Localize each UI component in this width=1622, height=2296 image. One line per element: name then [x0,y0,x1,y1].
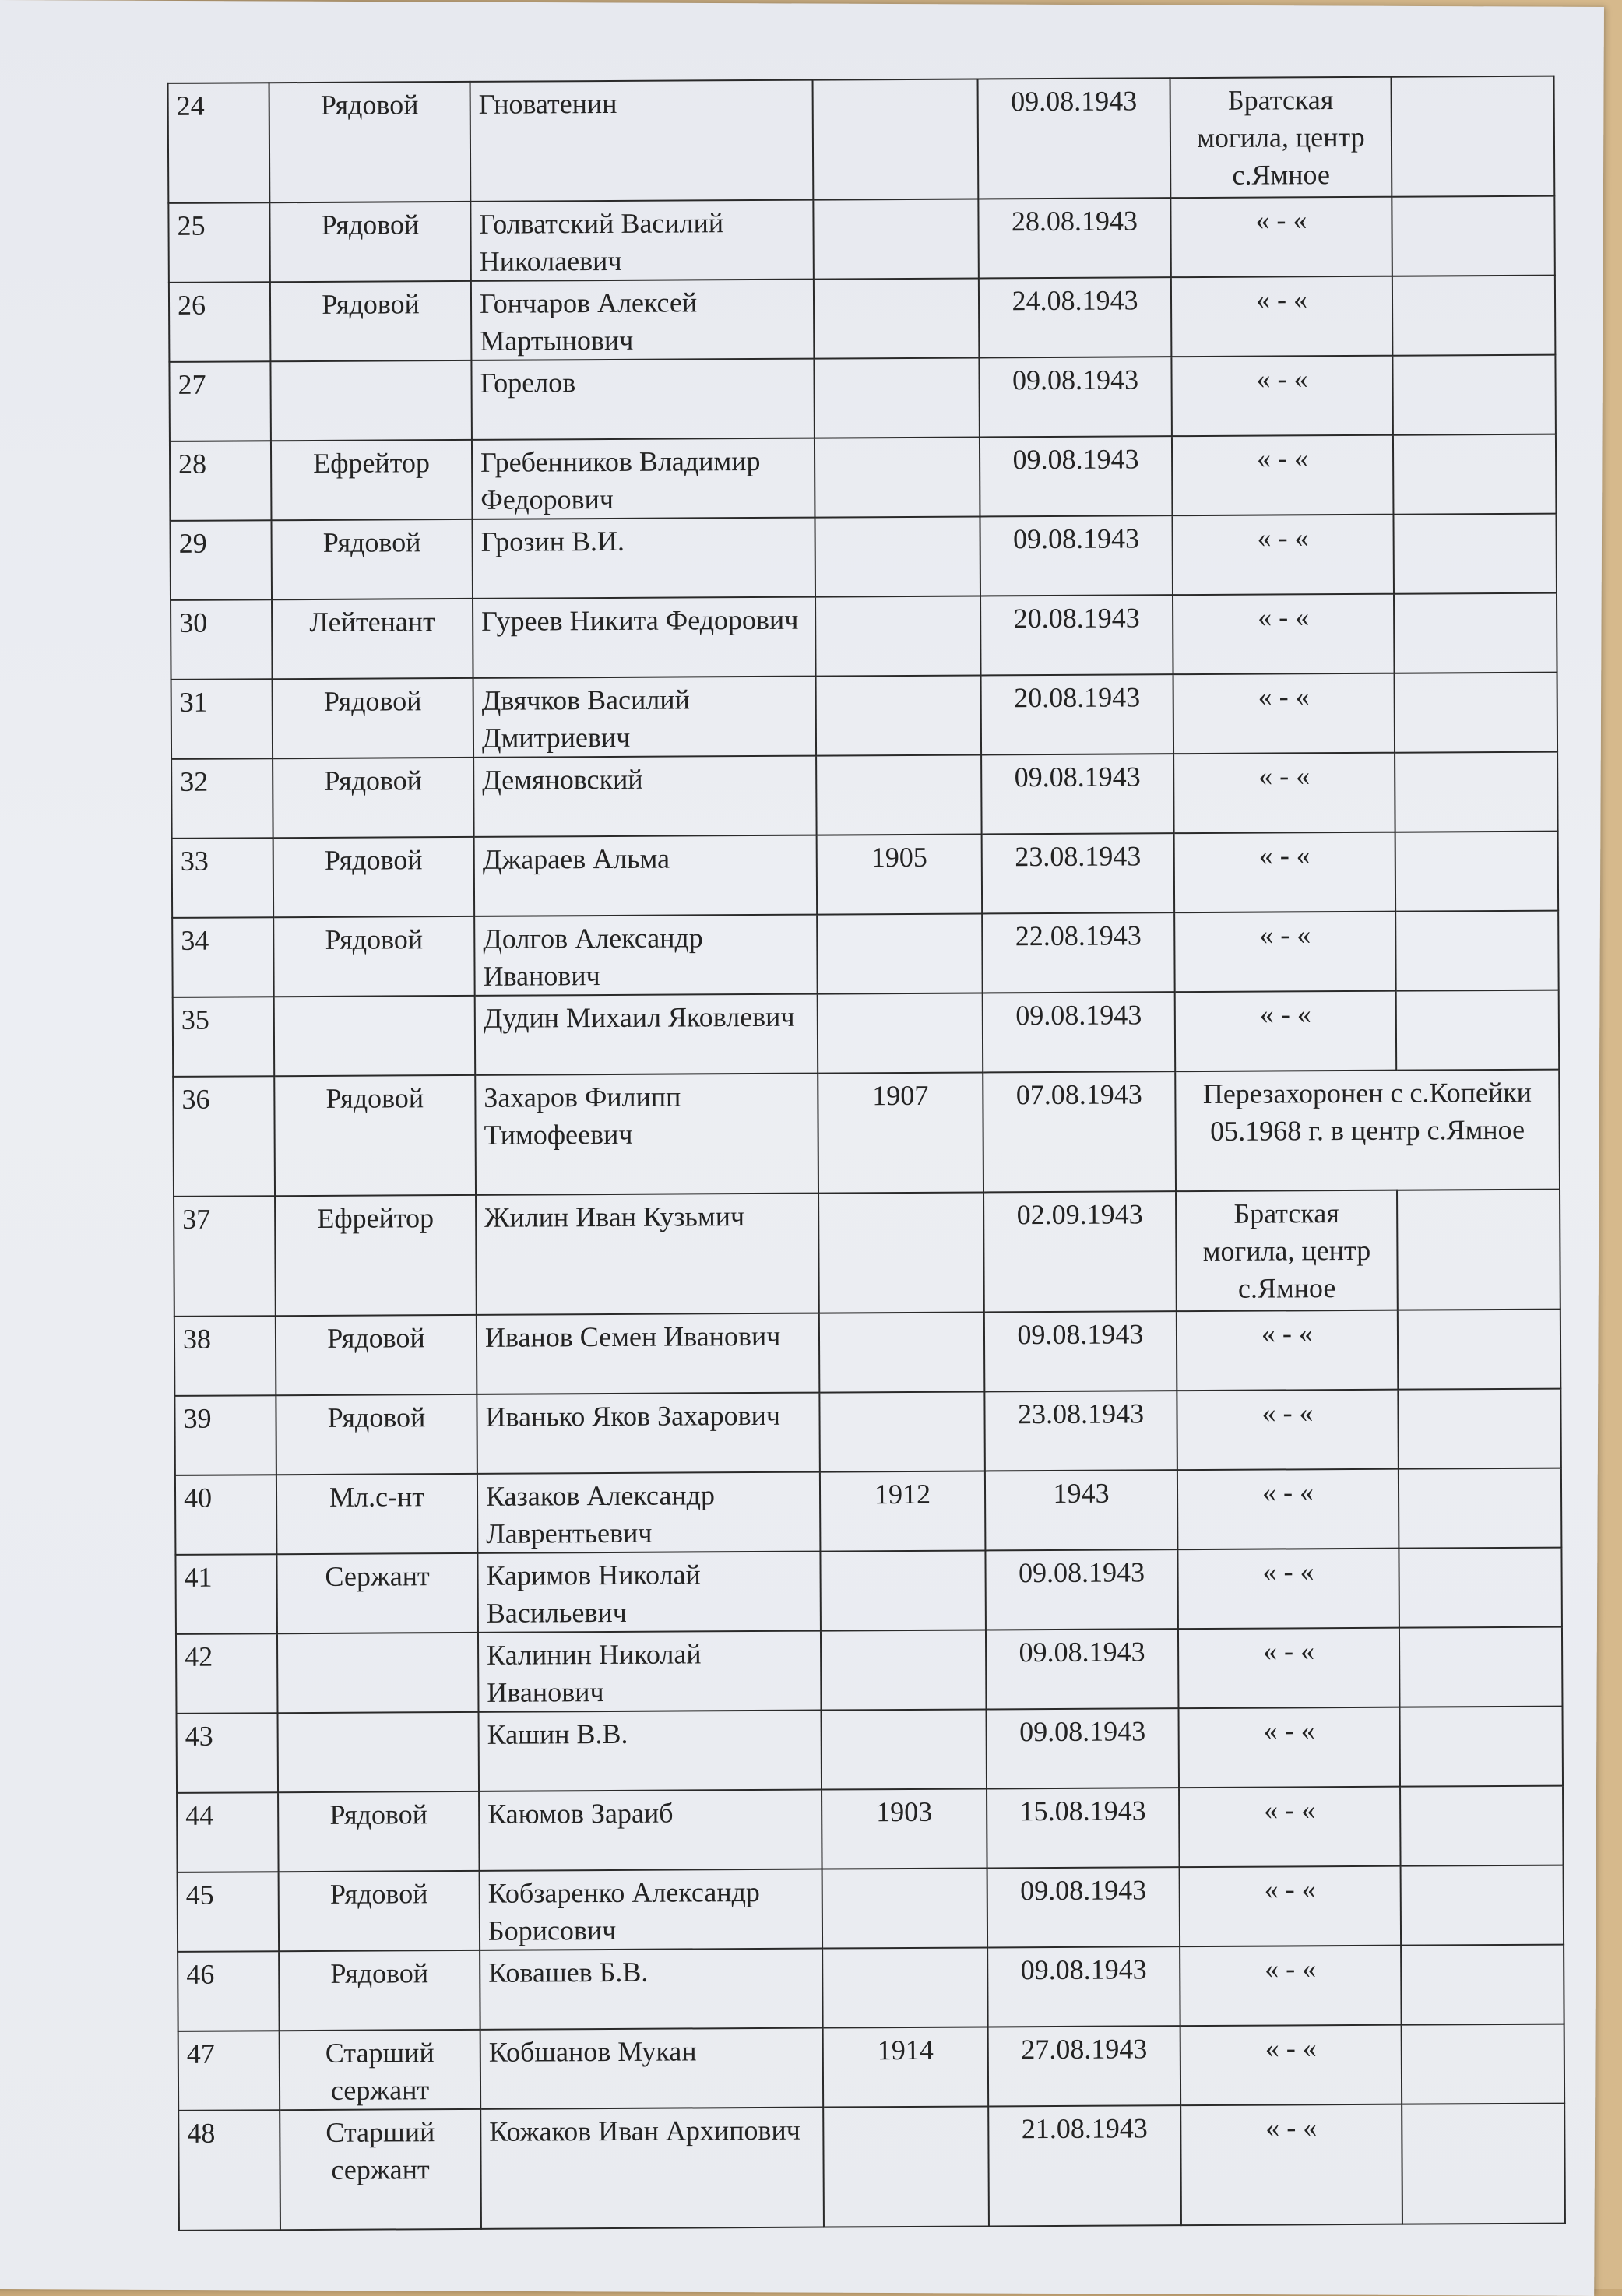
burial-place-cell: « - « [1173,594,1395,674]
burial-place-cell: « - « [1172,515,1394,595]
name-cell: Кожаков Иван Архипович [480,2108,824,2229]
death-date-cell: 09.08.1943 [981,754,1174,834]
note-cell [1401,1945,1564,2025]
burial-place-cell: « - « [1173,673,1395,754]
table-row [171,752,1558,839]
table-row [173,990,1560,1077]
death-date-cell: 09.08.1943 [986,1708,1179,1788]
table-row [173,1070,1560,1197]
death-date-cell: 09.08.1943 [984,1311,1177,1391]
rank-cell [274,996,476,1076]
death-date-cell: 09.08.1943 [986,1629,1179,1709]
note-cell [1392,276,1556,356]
death-date-cell: 15.08.1943 [987,1788,1180,1868]
note-cell [1396,990,1560,1071]
death-date-cell: 28.08.1943 [978,198,1171,278]
burial-place-cell: « - « [1171,356,1393,436]
birth-year-cell [823,2106,989,2227]
rank-cell: Рядовой [276,1394,477,1475]
death-date-cell: 27.08.1943 [988,2026,1181,2106]
birth-year-cell: 1905 [817,834,983,914]
table-row [176,1627,1563,1714]
birth-year-cell [818,1192,984,1313]
table-row [174,1190,1560,1317]
note-cell [1399,1627,1563,1707]
table-row [175,1468,1562,1555]
note-cell [1398,1389,1561,1469]
birth-year-cell: 1903 [822,1788,987,1869]
note-cell [1392,76,1555,197]
rank-cell: Рядовой [273,837,475,917]
rank-cell: Сержант [276,1553,478,1633]
burial-place-cell: « - « [1179,1787,1401,1867]
rank-cell: Старший сержант [280,2030,481,2110]
burial-place-cell: « - « [1177,1390,1399,1470]
burial-place-cell: « - « [1174,912,1396,992]
birth-year-cell [818,993,983,1073]
name-cell: Голватский Василий Николаевич [470,200,814,281]
death-date-cell: 09.08.1943 [987,1867,1180,1947]
table-row [174,1310,1561,1396]
name-cell: Грозин В.И. [472,518,815,599]
note-cell [1401,1865,1564,1946]
table-row [171,673,1558,759]
note-cell [1397,1190,1560,1310]
death-date-cell: 1943 [985,1470,1178,1550]
name-cell: Калинин Николай Иванович [478,1631,822,1712]
burial-list-table [167,76,1566,2231]
rank-cell: Рядовой [278,1791,480,1872]
rank-cell: Рядовой [270,281,472,361]
birth-year-cell [814,278,980,358]
row-number-cell: 27 [169,361,271,441]
name-cell: Гончаров Алексей Мартынович [471,280,815,360]
birth-year-cell [815,437,980,517]
table-row [174,1389,1561,1475]
name-cell: Казаков Александр Лаврентьевич [477,1472,821,1553]
row-number-cell: 44 [177,1792,279,1872]
birth-year-cell [820,1550,986,1630]
row-number-cell: 26 [169,282,271,362]
rank-cell: Ефрейтор [271,440,473,520]
name-cell: Жилин Иван Кузьмич [476,1194,819,1315]
note-cell [1392,355,1556,435]
death-date-cell: 02.09.1943 [983,1191,1177,1312]
birth-year-cell [817,913,983,993]
name-cell: Ковашев Б.В. [480,1949,823,2030]
death-date-cell: 09.08.1943 [987,1946,1180,2027]
rank-cell: Мл.с-нт [276,1474,478,1554]
row-number-cell: 47 [178,2031,280,2111]
table-row [172,832,1559,918]
name-cell: Каюмов Зараиб [479,1790,822,1871]
name-cell: Дудин Михаил Яковлевич [475,994,818,1075]
death-date-cell: 20.08.1943 [980,595,1173,675]
row-number-cell: 45 [178,1872,280,1952]
death-date-cell: 20.08.1943 [981,674,1174,754]
birth-year-cell [819,1391,985,1471]
burial-place-cell: « - « [1172,435,1394,515]
row-number-cell: 30 [171,599,273,680]
birth-year-cell [813,199,979,279]
death-date-cell: 09.08.1943 [985,1549,1178,1630]
name-cell: Двячков Василий Дмитриевич [473,677,817,758]
burial-place-cell: « - « [1175,991,1397,1071]
note-cell [1395,752,1558,832]
note-cell [1398,1310,1561,1390]
birth-year-cell [814,357,980,438]
birth-year-cell [815,516,980,596]
table-row [178,2104,1565,2231]
note-cell [1402,2104,1565,2224]
table-body [168,76,1565,2231]
burial-place-cell: « - « [1180,1946,1402,2026]
row-number-cell: 42 [176,1633,278,1714]
burial-place-cell: « - « [1178,1707,1400,1788]
birth-year-cell: 1914 [823,2027,989,2107]
table-row [178,1945,1564,2031]
note-cell [1395,832,1559,912]
rank-cell [277,1633,479,1713]
burial-place-cell: « - « [1180,2025,1402,2105]
burial-place-cell: « - « [1177,1549,1399,1629]
table-row [177,1707,1564,1793]
name-cell: Горелов [471,359,815,440]
death-date-cell: 09.08.1943 [983,992,1176,1072]
note-cell [1393,514,1557,594]
table-row [172,911,1559,997]
burial-place-cell: « - « [1180,1866,1402,1946]
rank-cell: Ефрейтор [275,1195,477,1316]
burial-place-cell: « - « [1177,1469,1399,1549]
table-row [178,2024,1565,2111]
name-cell: Гноватенин [470,80,814,202]
birth-year-cell [822,1947,988,2027]
row-number-cell: 31 [171,679,273,759]
rank-cell: Рядовой [269,82,471,202]
rank-cell: Рядовой [274,1075,476,1196]
death-date-cell: 23.08.1943 [984,1391,1177,1471]
rank-cell: Лейтенант [272,599,473,679]
birth-year-cell [822,1868,988,1948]
name-cell: Кобзаренко Александр Борисович [480,1869,823,1950]
burial-place-cell: « - « [1171,276,1393,357]
rank-cell: Рядовой [273,678,474,758]
table-row [169,276,1556,362]
row-number-cell: 35 [173,997,275,1077]
rank-cell: Рядовой [279,1950,480,2031]
burial-place-cell: Братская могила, центр с.Ямное [1176,1190,1398,1311]
row-number-cell: 48 [178,2110,280,2231]
death-date-cell: 07.08.1943 [983,1071,1176,1192]
name-cell: Кобшанов Мукан [480,2028,824,2109]
row-number-cell: 43 [177,1713,279,1793]
name-cell: Каримов Николай Васильевич [477,1552,821,1633]
birth-year-cell [815,596,981,676]
table-row [169,355,1556,441]
birth-year-cell [819,1312,985,1392]
death-date-cell: 09.08.1943 [980,515,1173,596]
row-number-cell: 29 [170,520,272,600]
name-cell: Гуреев Никита Федорович [473,597,816,678]
birth-year-cell: 1907 [818,1072,983,1193]
burial-place-cell: « - « [1170,197,1392,277]
burial-place-cell: « - « [1177,1310,1399,1391]
birth-year-cell: 1912 [820,1471,986,1551]
burial-place-cell: « - « [1180,2104,1402,2225]
rank-cell: Рядовой [273,758,474,838]
name-cell: Джараев Альма [474,835,818,916]
rank-cell: Рядовой [276,1315,477,1395]
note-cell [1395,911,1559,991]
name-cell: Иванов Семен Иванович [477,1313,820,1394]
row-number-cell: 36 [173,1076,275,1197]
rank-cell: Рядовой [273,916,475,997]
rank-cell [270,360,472,441]
death-date-cell: 24.08.1943 [979,277,1172,357]
birth-year-cell [813,79,979,199]
row-number-cell: 41 [175,1554,277,1634]
death-date-cell: 22.08.1943 [982,912,1175,993]
row-number-cell: 38 [174,1316,276,1396]
note-cell [1395,673,1558,753]
death-date-cell: 09.08.1943 [980,436,1173,516]
birth-year-cell [821,1630,987,1710]
name-cell: Кашин В.В. [479,1711,822,1791]
note-cell [1393,434,1557,515]
burial-place-cell: « - « [1178,1628,1400,1708]
note-cell [1399,1468,1562,1549]
row-number-cell: 28 [170,441,272,521]
name-cell: Демяновский [473,756,817,837]
note-cell [1400,1786,1564,1866]
death-date-cell: 09.08.1943 [979,357,1172,437]
note-cell [1402,2024,1565,2104]
rank-cell [278,1712,480,1792]
burial-place-cell: Перезахоронен с с.Копейки 05.1968 г. в центр с.Ямное [1175,1070,1560,1192]
row-number-cell: 39 [174,1395,276,1475]
table-row [178,1865,1564,1952]
death-date-cell: 09.08.1943 [978,78,1171,199]
table-row [170,434,1557,521]
row-number-cell: 32 [171,758,273,839]
birth-year-cell [816,675,982,755]
death-date-cell: 21.08.1943 [988,2105,1181,2226]
name-cell: Иванько Яков Захарович [477,1393,820,1474]
name-cell: Захаров Филипп Тимофеевич [475,1074,818,1195]
row-number-cell: 25 [168,202,270,283]
note-cell [1394,593,1557,673]
row-number-cell: 24 [168,83,270,203]
burial-place-cell: Братская могила, центр с.Ямное [1170,77,1392,198]
rank-cell: Рядовой [279,1871,480,1951]
note-cell [1399,1707,1563,1787]
burial-place-cell: « - « [1173,753,1395,833]
note-cell [1399,1548,1562,1628]
table-row [170,514,1557,600]
rank-cell: Старший сержант [280,2109,481,2230]
table-row [171,593,1557,680]
death-date-cell: 23.08.1943 [982,833,1175,913]
table-row [175,1548,1562,1634]
row-number-cell: 34 [172,917,274,997]
rank-cell: Рядовой [269,202,471,282]
row-number-cell: 37 [174,1196,276,1317]
table-row [168,76,1555,203]
birth-year-cell [821,1709,987,1789]
row-number-cell: 33 [172,838,274,918]
rank-cell: Рядовой [271,519,473,599]
row-number-cell: 40 [175,1475,277,1555]
table-row [168,196,1555,283]
table-row [177,1786,1564,1872]
name-cell: Гребенников Владимир Федорович [472,438,815,519]
name-cell: Долгов Александр Иванович [474,915,818,996]
burial-place-cell: « - « [1174,832,1396,912]
note-cell [1392,196,1555,276]
row-number-cell: 46 [178,1951,280,2031]
birth-year-cell [816,754,982,835]
